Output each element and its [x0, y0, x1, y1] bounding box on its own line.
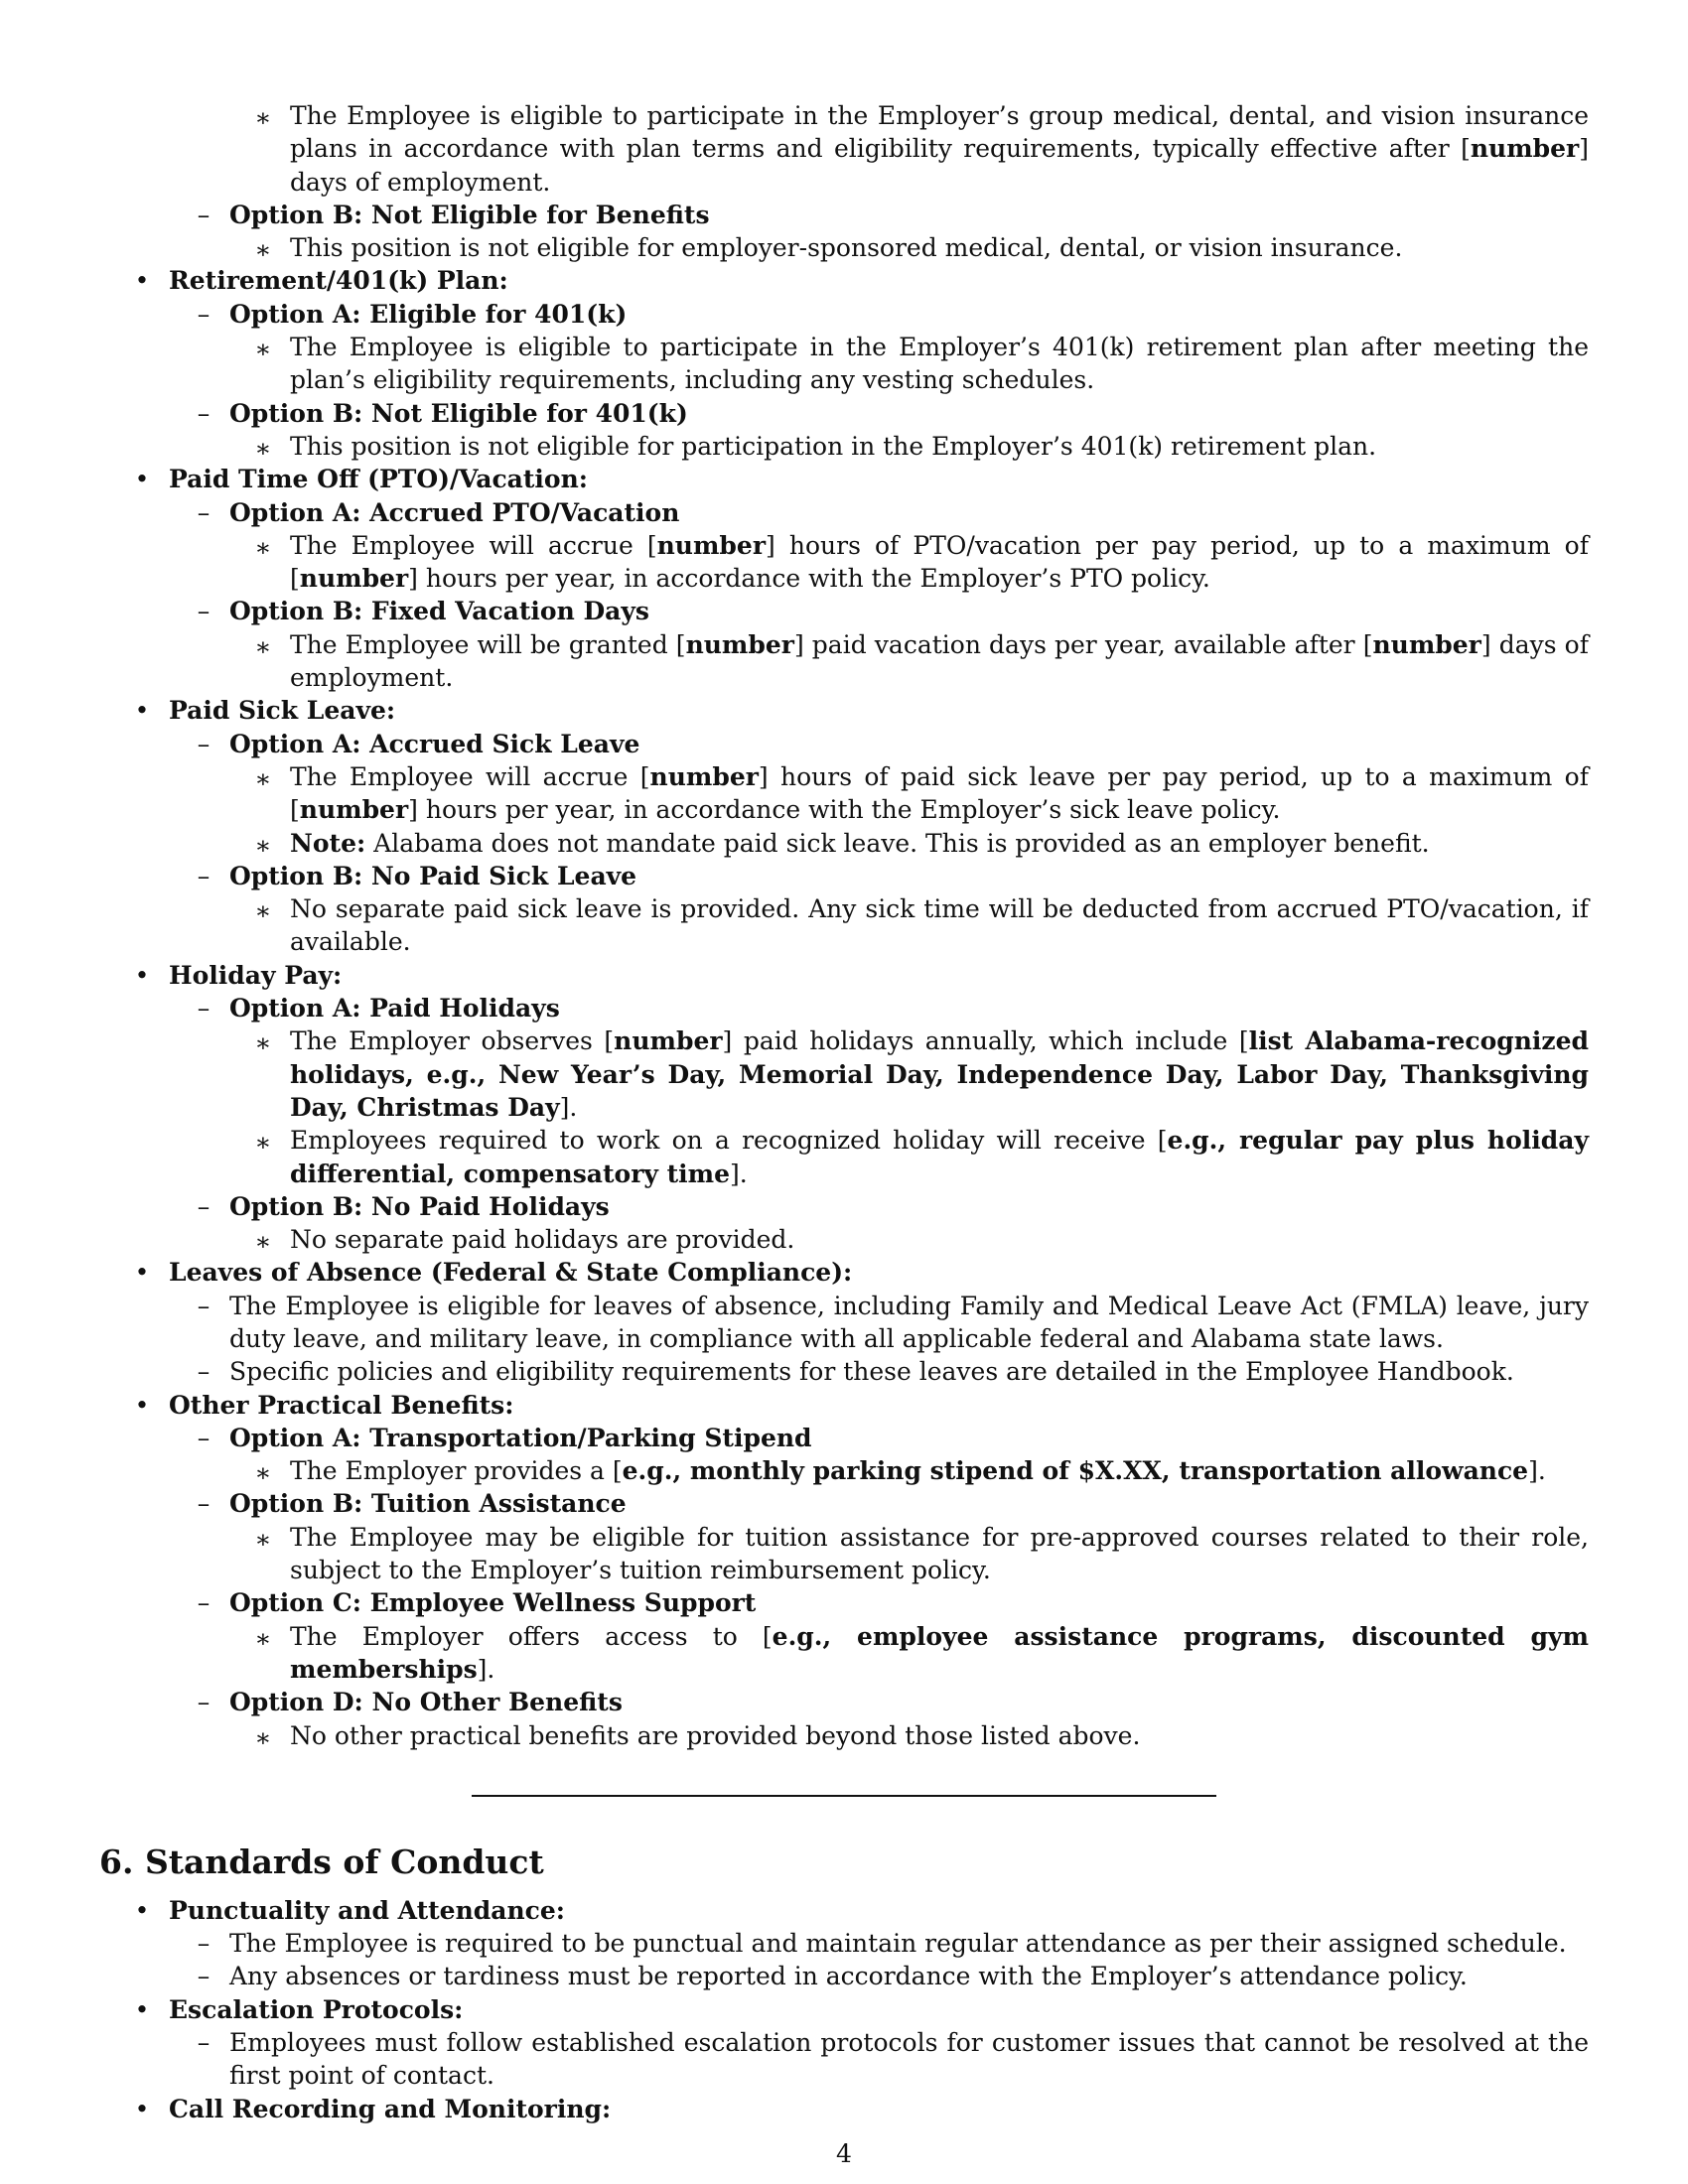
option-label: Option B: No Paid Sick Leave [229, 861, 637, 890]
list-item [229, 1521, 1589, 1587]
benefit-sick-leave [99, 694, 1589, 958]
asterisk-bullet-icon: ∗ [254, 532, 272, 562]
dash-bullet-icon: – [197, 994, 211, 1024]
text: ] paid holidays annually, which include [ [722, 1026, 1249, 1056]
asterisk-bullet-icon: ∗ [254, 1227, 272, 1257]
section-heading: Paid Sick Leave: [169, 696, 396, 726]
text: The Employer observes [ [290, 1026, 615, 1056]
text: No separate paid holidays are provided. [290, 1225, 795, 1255]
list-item [169, 298, 1589, 397]
asterisk-bullet-icon: ∗ [254, 103, 272, 132]
list-item [169, 1960, 1589, 1992]
dash-bullet-icon: – [197, 1357, 211, 1387]
conduct-call-recording [99, 2093, 1589, 2125]
text: The Employee will accrue [ [290, 530, 657, 560]
dash-bullet-icon: – [197, 1929, 211, 1959]
asterisk-bullet-icon: ∗ [254, 433, 272, 463]
dash-bullet-icon: – [197, 200, 211, 229]
option-label: Option A: Accrued PTO/Vacation [229, 497, 680, 527]
bullet-icon: • [134, 1895, 150, 1925]
placeholder-text: number [299, 564, 409, 594]
text: The Employee will be granted [ [290, 629, 686, 659]
section-heading: Holiday Pay: [169, 960, 343, 990]
text: No other practical benefits are provided beyond those listed above. [290, 1720, 1141, 1750]
asterisk-bullet-icon: ∗ [254, 830, 272, 860]
list-item [169, 199, 1589, 265]
text: ] days of employment. [290, 134, 1589, 197]
list-item [169, 1355, 1589, 1388]
option-label: Option B: Fixed Vacation Days [229, 597, 649, 626]
bullet-icon: • [134, 696, 150, 726]
list-item [229, 760, 1589, 827]
list-item [229, 628, 1589, 695]
asterisk-bullet-icon: ∗ [254, 896, 272, 926]
list-item [229, 1124, 1589, 1190]
list-item [169, 860, 1589, 959]
list-item [229, 1620, 1589, 1687]
text: Employees must follow established escalation protocols for customer issues that cannot be resolved at the first point of contact. [229, 2028, 1589, 2091]
text: This position is not eligible for employer-sponsored medical, dental, or vision insurance. [290, 233, 1403, 263]
text: ] paid vacation days per year, available after [ [793, 629, 1373, 659]
list-item [99, 99, 1589, 264]
text: ] days of employment. [290, 629, 1589, 693]
section-heading: Other Practical Benefits: [169, 1390, 514, 1420]
asterisk-bullet-icon: ∗ [254, 1722, 272, 1752]
text: ] hours of PTO/vacation per pay period, up to a maximum of [ [290, 530, 1589, 594]
asterisk-bullet-icon: ∗ [254, 631, 272, 661]
dash-bullet-icon: – [197, 1489, 211, 1519]
list-item [229, 827, 1589, 860]
dash-bullet-icon: – [197, 1191, 211, 1221]
list-item [169, 992, 1589, 1190]
section-heading: Leaves of Absence (Federal & State Compliance): [169, 1258, 853, 1288]
list-item [229, 1024, 1589, 1124]
list-item [169, 1290, 1589, 1356]
text: No separate paid sick leave is provided. Any sick time will be deducted from accrued PTO/vacation, if available. [290, 894, 1589, 957]
dash-bullet-icon: – [197, 497, 211, 527]
text: The Employee may be eligible for tuition assistance for pre-approved courses related to their role, subject to the Employer’s tuition reimbursement policy. [290, 1522, 1589, 1585]
option-label: Option B: Not Eligible for Benefits [229, 200, 710, 229]
placeholder-text: e.g., monthly parking stipend of $X.XX, transportation allowance [622, 1456, 1529, 1486]
section-heading: Punctuality and Attendance: [169, 1895, 565, 1925]
bullet-icon: • [134, 960, 150, 990]
benefit-holiday-pay [99, 959, 1589, 1257]
dash-bullet-icon: – [197, 729, 211, 758]
option-label: Option D: No Other Benefits [229, 1688, 623, 1717]
section-heading: Call Recording and Monitoring: [169, 2094, 612, 2123]
text: ]. [730, 1159, 748, 1188]
section-title: 6. Standards of Conduct [99, 1842, 544, 1881]
placeholder-text: number [1470, 134, 1580, 164]
list-item [169, 1686, 1589, 1752]
text: The Employer provides a [ [290, 1456, 623, 1486]
list-item [229, 892, 1589, 959]
list-item [169, 728, 1589, 860]
list-item [229, 430, 1589, 463]
placeholder-text: number [685, 629, 794, 659]
text: Employees required to work on a recognized holiday will receive [ [290, 1126, 1168, 1156]
text: This position is not eligible for participation in the Employer’s 401(k) retirement plan. [290, 431, 1377, 461]
note-label: Note: [290, 828, 366, 858]
text: ] hours per year, in accordance with the Employer’s PTO policy. [408, 564, 1210, 594]
horizontal-divider [472, 1795, 1216, 1797]
placeholder-text: e.g., regular pay plus holiday differential, compensatory time [290, 1126, 1589, 1188]
asterisk-bullet-icon: ∗ [254, 1623, 272, 1653]
placeholder-text: number [656, 530, 766, 560]
list-item [169, 397, 1589, 464]
option-label: Option B: Tuition Assistance [229, 1489, 627, 1519]
dash-bullet-icon: – [197, 1291, 211, 1320]
list-item [169, 1190, 1589, 1257]
text: ] hours of paid sick leave per pay period, up to a maximum of [ [290, 761, 1589, 825]
text: Specific policies and eligibility requirements for these leaves are detailed in the Employee Handbook. [229, 1357, 1514, 1387]
text: The Employee is required to be punctual and maintain regular attendance as per their assigned schedule. [229, 1929, 1567, 1959]
conduct-list [99, 1894, 1589, 2125]
list-item [169, 1487, 1589, 1586]
list-item [229, 1454, 1589, 1487]
text: The Employee is eligible to participate in the Employer’s 401(k) retirement plan after meeting the plan’s eligibility requirements, including any vesting schedules. [290, 333, 1589, 395]
asterisk-bullet-icon: ∗ [254, 1458, 272, 1488]
conduct-escalation [99, 1993, 1589, 2093]
option-label: Option A: Transportation/Parking Stipend [229, 1423, 812, 1452]
option-label: Option A: Eligible for 401(k) [229, 299, 628, 329]
section-heading: Escalation Protocols: [169, 1994, 464, 2024]
list-item [229, 331, 1589, 397]
list-item [169, 595, 1589, 694]
dash-bullet-icon: – [197, 1688, 211, 1717]
list-item [229, 231, 1589, 264]
option-label: Option B: No Paid Holidays [229, 1191, 610, 1221]
placeholder-text: e.g., employee assistance programs, discounted gym memberships [290, 1621, 1589, 1684]
bullet-icon: • [134, 465, 150, 494]
text: ]. [477, 1654, 495, 1684]
list-item [229, 1719, 1589, 1752]
text: ] hours per year, in accordance with the Employer’s sick leave policy. [408, 795, 1281, 825]
dash-bullet-icon: – [197, 299, 211, 329]
placeholder-text: number [649, 761, 759, 791]
list-item [169, 1422, 1589, 1488]
list-item [229, 1223, 1589, 1256]
asterisk-bullet-icon: ∗ [254, 1524, 272, 1554]
section-heading: Retirement/401(k) Plan: [169, 266, 508, 296]
conduct-punctuality [99, 1894, 1589, 1993]
asterisk-bullet-icon: ∗ [254, 1128, 272, 1158]
bullet-icon: • [134, 266, 150, 296]
dash-bullet-icon: – [197, 861, 211, 890]
list-item [169, 1927, 1589, 1960]
dash-bullet-icon: – [197, 1423, 211, 1452]
benefit-retirement [99, 264, 1589, 463]
text: Alabama does not mandate paid sick leave. This is provided as an employer benefit. [365, 828, 1430, 858]
bullet-icon: • [134, 1994, 150, 2024]
benefit-other [99, 1389, 1589, 1752]
placeholder-text: number [299, 795, 409, 825]
asterisk-bullet-icon: ∗ [254, 335, 272, 364]
bullet-icon: • [134, 1258, 150, 1288]
option-label: Option B: Not Eligible for 401(k) [229, 398, 688, 428]
list-item [169, 496, 1589, 596]
bullet-icon: • [134, 2094, 150, 2123]
dash-bullet-icon: – [197, 2028, 211, 2058]
option-label: Option A: Accrued Sick Leave [229, 729, 640, 758]
placeholder-text: number [614, 1026, 723, 1056]
text: The Employee is eligible for leaves of absence, including Family and Medical Leave Act (FMLA) leave, jury duty leave, and military leave, in compliance with all applicable federal and Alabama state laws. [229, 1291, 1589, 1353]
benefit-pto [99, 463, 1589, 694]
page-number: 4 [836, 2139, 852, 2168]
dash-bullet-icon: – [197, 1588, 211, 1618]
option-label: Option C: Employee Wellness Support [229, 1588, 757, 1618]
asterisk-bullet-icon: ∗ [254, 235, 272, 265]
list-item [169, 99, 1589, 199]
text: Any absences or tardiness must be reported in accordance with the Employer’s attendance policy. [229, 1962, 1468, 1991]
placeholder-text: list Alabama-recognized holidays, e.g., New Year’s Day, Memorial Day, Independence Day, Labor Day, Thanksgiving Day, Christmas Day [290, 1026, 1590, 1122]
list-item [169, 2026, 1589, 2093]
text: ]. [1528, 1456, 1546, 1486]
dash-bullet-icon: – [197, 1962, 211, 1991]
text: The Employee will accrue [ [290, 761, 650, 791]
bullet-icon: • [134, 1390, 150, 1420]
text: The Employee is eligible to participate in the Employer’s group medical, dental, and vision insurance plans in accordance with plan terms and eligibility requirements, typically effective after [ [290, 101, 1589, 164]
list-item [229, 99, 1589, 199]
list-item [169, 1586, 1589, 1686]
text: ]. [559, 1092, 578, 1122]
asterisk-bullet-icon: ∗ [254, 1028, 272, 1058]
benefits-list-continued [99, 99, 1589, 1752]
dash-bullet-icon: – [197, 597, 211, 626]
placeholder-text: number [1372, 629, 1481, 659]
benefit-leaves-of-absence [99, 1256, 1589, 1388]
section-heading: Paid Time Off (PTO)/Vacation: [169, 465, 588, 494]
asterisk-bullet-icon: ∗ [254, 763, 272, 793]
text: The Employer offers access to [ [290, 1621, 773, 1651]
page-content [99, 99, 1589, 2125]
dash-bullet-icon: – [197, 398, 211, 428]
option-label: Option A: Paid Holidays [229, 994, 560, 1024]
list-item [229, 529, 1589, 596]
